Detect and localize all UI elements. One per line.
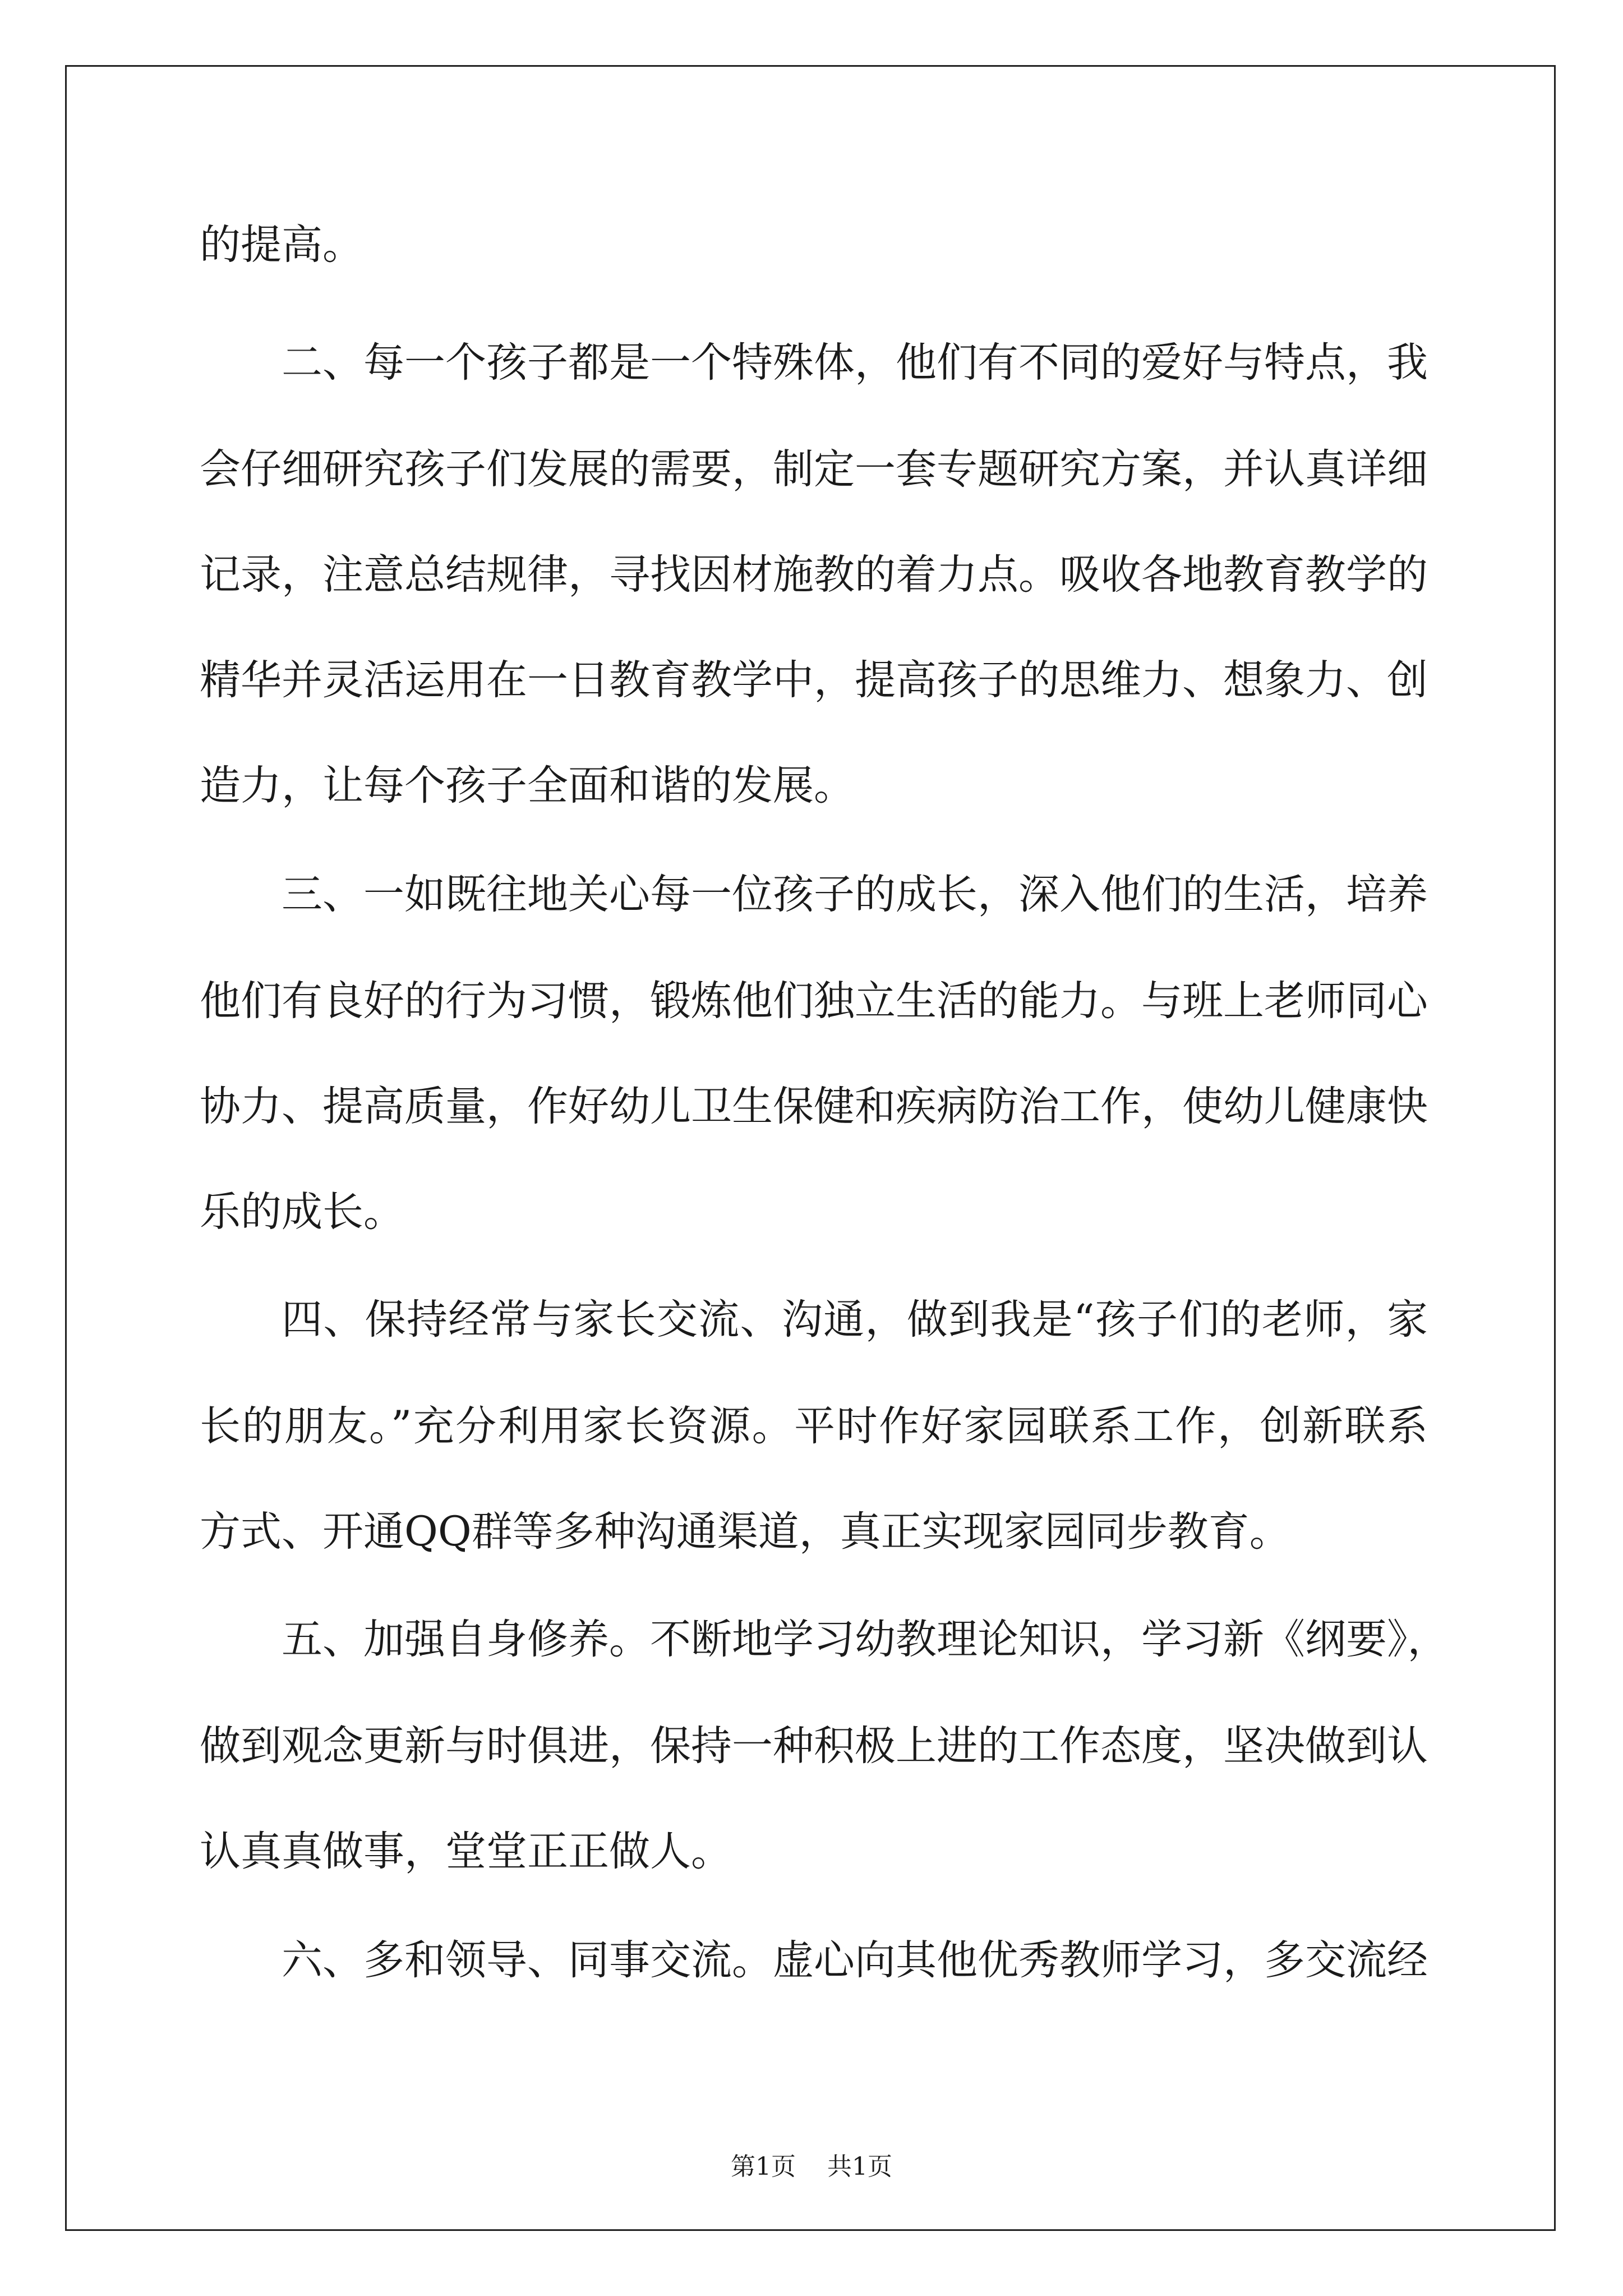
text-line: 会仔细研究孩子们发展的需要，制定一套专题研究方案，并认真详细 — [200, 445, 1428, 493]
text-line: 精华并灵活运用在一日教育教学中，提高孩子的思维力、想象力、创 — [200, 656, 1428, 704]
text-line: 长的朋友。”充分利用家长资源。平时作好家园联系工作，创新联系 — [200, 1402, 1428, 1450]
text-line: 他们有良好的行为习惯，锻炼他们独立生活的能力。与班上老师同心 — [200, 977, 1428, 1025]
paragraph-first-line: 三、一如既往地关心每一位孩子的成长，深入他们的生活，培养 — [282, 871, 1428, 918]
text-line: 做到观念更新与时俱进，保持一种积极上进的工作态度，坚决做到认 — [200, 1722, 1428, 1770]
page-total: 共1页 — [827, 2152, 892, 2181]
page-footer — [0, 2146, 1623, 2182]
paragraph-first-line: 二、每一个孩子都是一个特殊体，他们有不同的爱好与特点，我 — [282, 339, 1428, 386]
text-line: 的提高。 — [200, 221, 363, 269]
page-border — [65, 65, 1556, 2231]
text-line: 乐的成长。 — [200, 1188, 404, 1236]
text-line: 记录，注意总结规律，寻找因材施教的着力点。吸收各地教育教学的 — [200, 551, 1428, 599]
page-number: 第1页 — [731, 2152, 796, 2181]
paragraph-first-line: 六、多和领导、同事交流。虚心向其他优秀教师学习，多交流经 — [282, 1936, 1428, 1984]
text-line: 造力，让每个孩子全面和谐的发展。 — [200, 762, 855, 809]
paragraph-first-line: 四、保持经常与家长交流、沟通，做到我是“孩子们的老师，家 — [282, 1296, 1428, 1343]
text-line: 方式、开通QQ群等多种沟通渠道，真正实现家园同步教育。 — [200, 1508, 1290, 1556]
paragraph-first-line: 五、加强自身修养。不断地学习幼教理论知识，学习新《纲要》， — [282, 1616, 1449, 1663]
text-line: 协力、提高质量，作好幼儿卫生保健和疾病防治工作，使幼儿健康快 — [200, 1083, 1428, 1130]
text-line: 认真真做事，堂堂正正做人。 — [200, 1828, 732, 1875]
